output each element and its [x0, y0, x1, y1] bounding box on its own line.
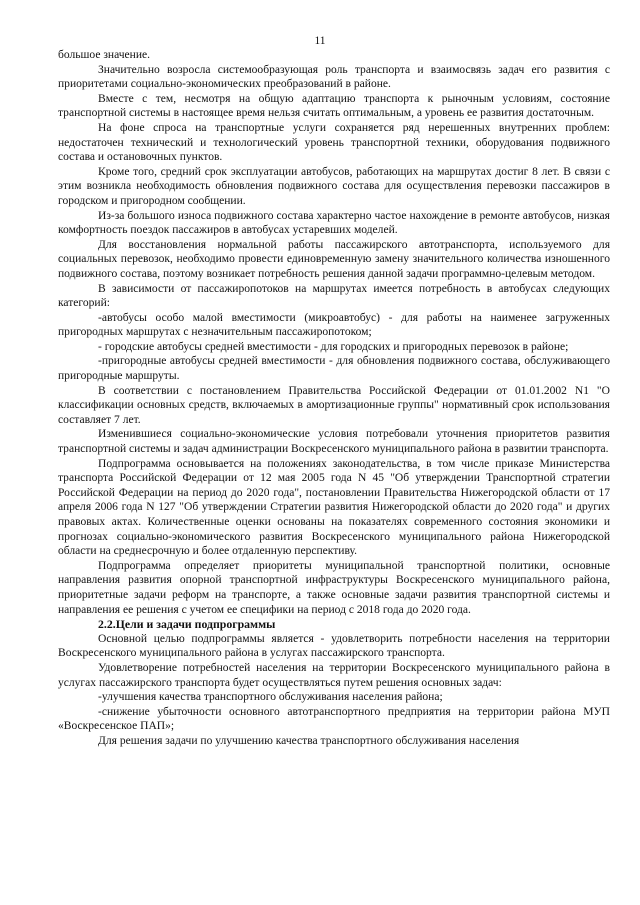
paragraph: Подпрограмма основывается на положениях законодательства, в том числе приказе Министерства транспорта Российской Федерации от 12 мая 2005 года N 45 "Об утверждении Транспортной стратегии Российской Федерации на период до 2020 года", постановлении Правительства Нижегородской области от 17 апреля 2006 года N 127 "Об утверждении Стратегии развития Нижегородской области до 2020 года" и других правовых актах. Количественные оценки основаны на показателях современного состояния экономики и прогнозах социально-экономического развития Воскресенского муниципального района Нижегородской области на среднесрочную и более отдаленную перспективу. — [58, 457, 610, 558]
paragraph: Подпрограмма определяет приоритеты муниципальной транспортной политики, основные направления развития опорной транспортной инфраструктуры Воскресенского муниципального района, приоритетные задачи реформ на транспорте, а также основные задачи развития транспортной системы и направления ее решения с учетом ее специфики на период с 2018 года до 2020 года. — [58, 559, 610, 616]
page-number: 11 — [314, 35, 326, 47]
paragraph: Для решения задачи по улучшению качества транспортного обслуживания населения — [98, 734, 520, 747]
list-item: -улучшения качества транспортного обслуживания населения района; — [98, 691, 443, 704]
paragraph: Значительно возросла системообразующая роль транспорта и взаимосвязь задач его развития с приоритетами социально-экономических преобразований в районе. — [58, 63, 610, 91]
section-heading: 2.2.Цели и задачи подпрограммы — [98, 617, 276, 632]
paragraph: В соответствии с постановлением Правительства Российской Федерации от 01.01.2002 N1 "О классификации основных средств, включаемых в амортизационные группы" нормативный срок использования составляет 7 лет. — [58, 384, 610, 426]
paragraph: большое значение. — [58, 49, 151, 61]
list-item: -пригородные автобусы средней вместимости - для обновления подвижного состава, обслуживающего пригородные маршруты. — [58, 355, 610, 383]
list-item: -автобусы особо малой вместимости (микроавтобус) - для работы на наименее загруженных пригородных маршрутах с незначительным пассажиропотоком; — [58, 311, 610, 339]
paragraph: Удовлетворение потребностей населения на территории Воскресенского муниципального района в услугах пассажирского транспорта будет осуществляться путем решения основных задач: — [58, 661, 610, 689]
paragraph: Для восстановления нормальной работы пассажирского автотранспорта, используемого для социальных перевозок, необходимо провести единовременную замену значительного количества изношенного подвижного состава, поэтому возникает потребность решения данной задачи программно-целевым методом. — [58, 238, 610, 280]
paragraph: Вместе с тем, несмотря на общую адаптацию транспорта к рыночным условиям, состояние транспортной системы в настоящее время нельзя считать оптимальным, а уровень ее развития достаточным. — [58, 92, 610, 120]
paragraph: На фоне спроса на транспортные услуги сохраняется ряд нерешенных внутренних проблем: недостаточен технический и технологический уровень транспортной техники, оборудования подвижного состава и остановочных пунктов. — [58, 121, 610, 164]
body-text — [58, 48, 610, 749]
paragraph: Основной целью подпрограммы является - удовлетворить потребности населения на территории Воскресенского муниципального района в услугах пассажирского транспорта. — [58, 632, 610, 660]
paragraph: Кроме того, средний срок эксплуатации автобусов, работающих на маршрутах достиг 8 лет. В связи с этим возникла необходимость обновления подвижного состава для осуществления перевозки пассажиров в городском и пригородном сообщении. — [58, 165, 610, 207]
paragraph: В зависимости от пассажиропотоков на маршрутах имеется потребность в автобусах следующих категорий: — [58, 282, 610, 310]
paragraph: Из-за большого износа подвижного состава характерно частое нахождение в ремонте автобусов, низкая комфортность поездок пассажиров в автобусах устаревших моделей. — [58, 209, 610, 237]
paragraph: Изменившиеся социально-экономические условия потребовали уточнения приоритетов развития транспортной системы и задач администрации Воскресенского муниципального района в развитии транспорта. — [58, 428, 610, 456]
list-item: - городские автобусы средней вместимости - для городских и пригородных перевозок в районе; — [98, 340, 569, 353]
list-item: -снижение убыточности основного автотранспортного предприятия на территории района МУП «Воскресенское ПАП»; — [58, 705, 610, 733]
